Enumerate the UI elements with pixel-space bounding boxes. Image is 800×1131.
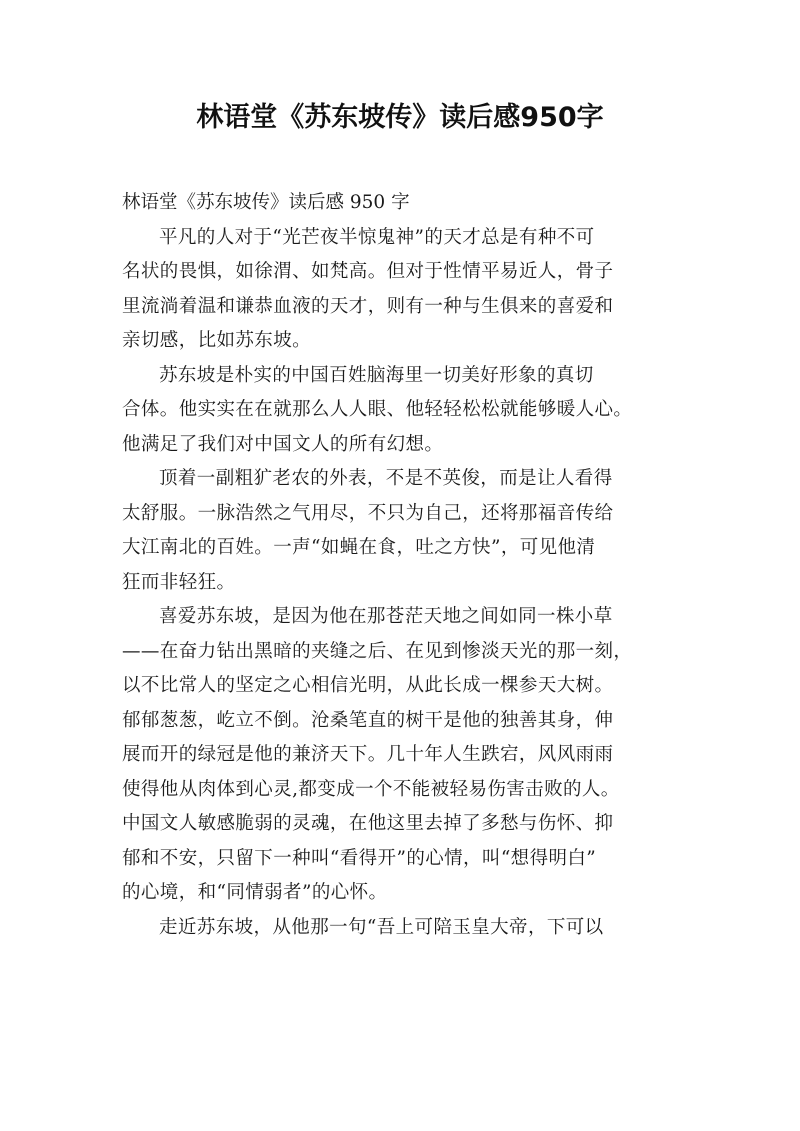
paragraph <box>122 600 690 911</box>
paragraph <box>122 359 690 463</box>
text-line: 中国文人敏感脆弱的灵魂，在他这里去掉了多愁与伤怀、抑 <box>122 813 614 834</box>
text-line: 使得他从肉体到心灵,都变成一个不能被轻易伤害击败的人。 <box>122 778 620 800</box>
text-line: 平凡的人对于“光芒夜半惊鬼神”的天才总是有种不可 <box>159 226 595 248</box>
paragraph <box>122 462 690 600</box>
document-title: 林语堂《苏东坡传》读后感950字 <box>196 102 604 133</box>
text-line: 名状的畏惧，如徐渭、如梵高。但对于性情平易近人，骨子 <box>122 261 614 282</box>
text-line: 太舒服。一脉浩然之气用尽，不只为自己，还将那福音传给 <box>122 502 614 524</box>
text-line: 合体。他实实在在就那么人人眼、他轻轻松松就能够暖人心。 <box>122 399 633 420</box>
text-line: 以不比常人的坚定之心相信光明，从此长成一棵参天大树。 <box>122 675 614 696</box>
paragraph <box>122 221 690 359</box>
document-subtitle: 林语堂《苏东坡传》读后感 950 字 <box>122 192 410 213</box>
text-line: 展而开的绿冠是他的兼济天下。几十年人生跌宕，风风雨雨 <box>122 744 614 765</box>
text-line: 顶着一副粗犷老农的外表，不是不英俊，而是让人看得 <box>159 468 613 489</box>
text-line: 的心境，和“同情弱者”的心怀。 <box>122 882 388 903</box>
text-line: 走近苏东坡，从他那一句“吾上可陪玉皇大帝，下可以 <box>159 916 604 938</box>
text-line: 亲切感，比如苏东坡。 <box>122 330 312 351</box>
text-line: 苏东坡是朴实的中国百姓脑海里一切美好形象的真切 <box>159 364 594 386</box>
paragraph <box>122 911 690 946</box>
text-line: 狂而非轻狂。 <box>122 571 236 593</box>
text-line: ——在奋力钻出黑暗的夹缝之后、在见到惨淡天光的那一刻， <box>122 640 633 662</box>
text-line: 郁和不安，只留下一种叫“看得开”的心情，叫“想得明白” <box>122 847 597 869</box>
text-line: 郁郁葱葱，屹立不倒。沧桑笔直的树干是他的独善其身，伸 <box>122 709 614 731</box>
text-line: 大江南北的百姓。一声“如蝇在食，吐之方快”，可见他清 <box>122 537 596 558</box>
text-line: 喜爱苏东坡，是因为他在那苍茫天地之间如同一株小草 <box>159 606 613 627</box>
text-line: 里流淌着温和谦恭血液的天才，则有一种与生俱来的喜爱和 <box>122 295 614 317</box>
document-body <box>122 186 690 945</box>
text-line: 他满足了我们对中国文人的所有幻想。 <box>122 433 444 455</box>
